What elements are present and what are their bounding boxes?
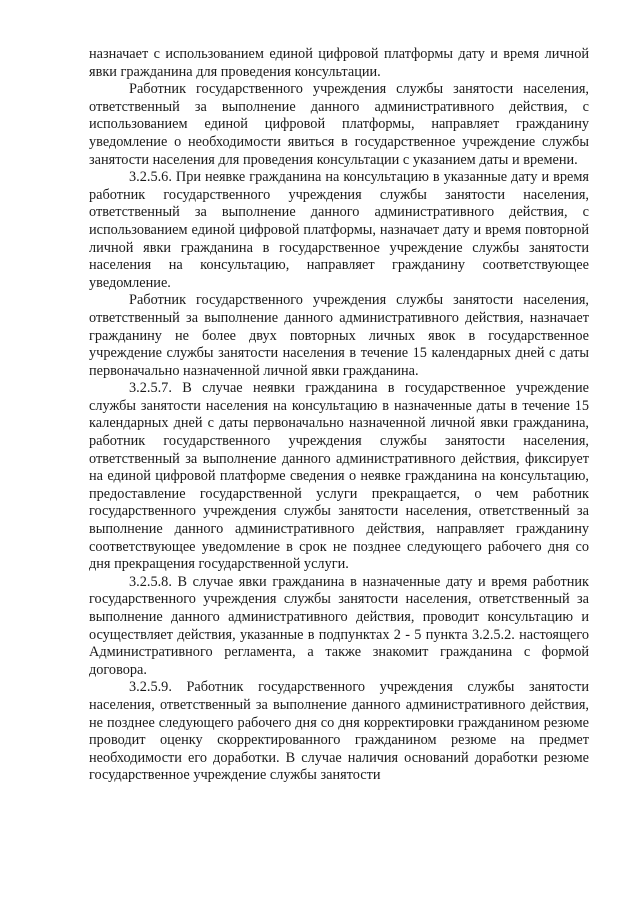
paragraph-3-2-5-8: 3.2.5.8. В случае явки гражданина в назначенные дату и время работник государственного учреждения службы занятости населения, ответственный за выполнение данного административного действия, проводит консультацию и осуществляет действия, указанные в подпунктах 2 - 5 пункта 3.2.5.2. настоящего Административного регламента, а также знакомит гражданина с формой договора. xyxy=(89,573,589,678)
paragraph-notification: Работник государственного учреждения службы занятости населения, ответственный за выполнение данного административного действия, с использованием единой цифровой платформы, направляет гражданину уведомление о необходимости явиться в государственное учреждение службы занятости населения для проведения консультации с указанием даты и времени. xyxy=(89,81,589,168)
paragraph-repeat-visits: Работник государственного учреждения службы занятости населения, ответственный за выполнение данного административного действия, назначает гражданину не более двух повторных личных явок в государственное учреждение службы занятости населения в течение 15 календарных дней с даты первоначально назначенной личной явки гражданина. xyxy=(89,292,589,379)
paragraph-3-2-5-9: 3.2.5.9. Работник государственного учреждения службы занятости населения, ответственный за выполнение данного административного действия, не позднее следующего рабочего дня со дня корректировки гражданином резюме проводит оценку скорректированного гражданином резюме на предмет необходимости его доработки. В случае наличия оснований доработки резюме государственное учреждение службы занятости xyxy=(89,679,589,784)
paragraph-3-2-5-6: 3.2.5.6. При неявке гражданина на консультацию в указанные дату и время работник государственного учреждения службы занятости населения, ответственный за выполнение данного административного действия, с использованием единой цифровой платформы, назначает дату и время повторной личной явки гражданина в государственное учреждение службы занятости населения на консультацию, направляет гражданину соответствующее уведомление. xyxy=(89,169,589,291)
paragraph-continuation: назначает с использованием единой цифровой платформы дату и время личной явки гражданина для проведения консультации. xyxy=(89,46,589,80)
document-page xyxy=(89,46,589,785)
paragraph-3-2-5-7: 3.2.5.7. В случае неявки гражданина в государственное учреждение службы занятости населения на консультацию в назначенные даты в течение 15 календарных дней с даты первоначально назначенной личной явки гражданина, работник государственного учреждения службы занятости населения, ответственный за выполнение данного административного действия, фиксирует на единой цифровой платформе сведения о неявке гражданина на консультацию, предоставление государственной услуги прекращается, о чем работник государственного учреждения службы занятости населения, ответственный за выполнение данного административного действия, направляет гражданину соответствующее уведомление в срок не позднее следующего рабочего дня со дня прекращения государственной услуги. xyxy=(89,380,589,573)
